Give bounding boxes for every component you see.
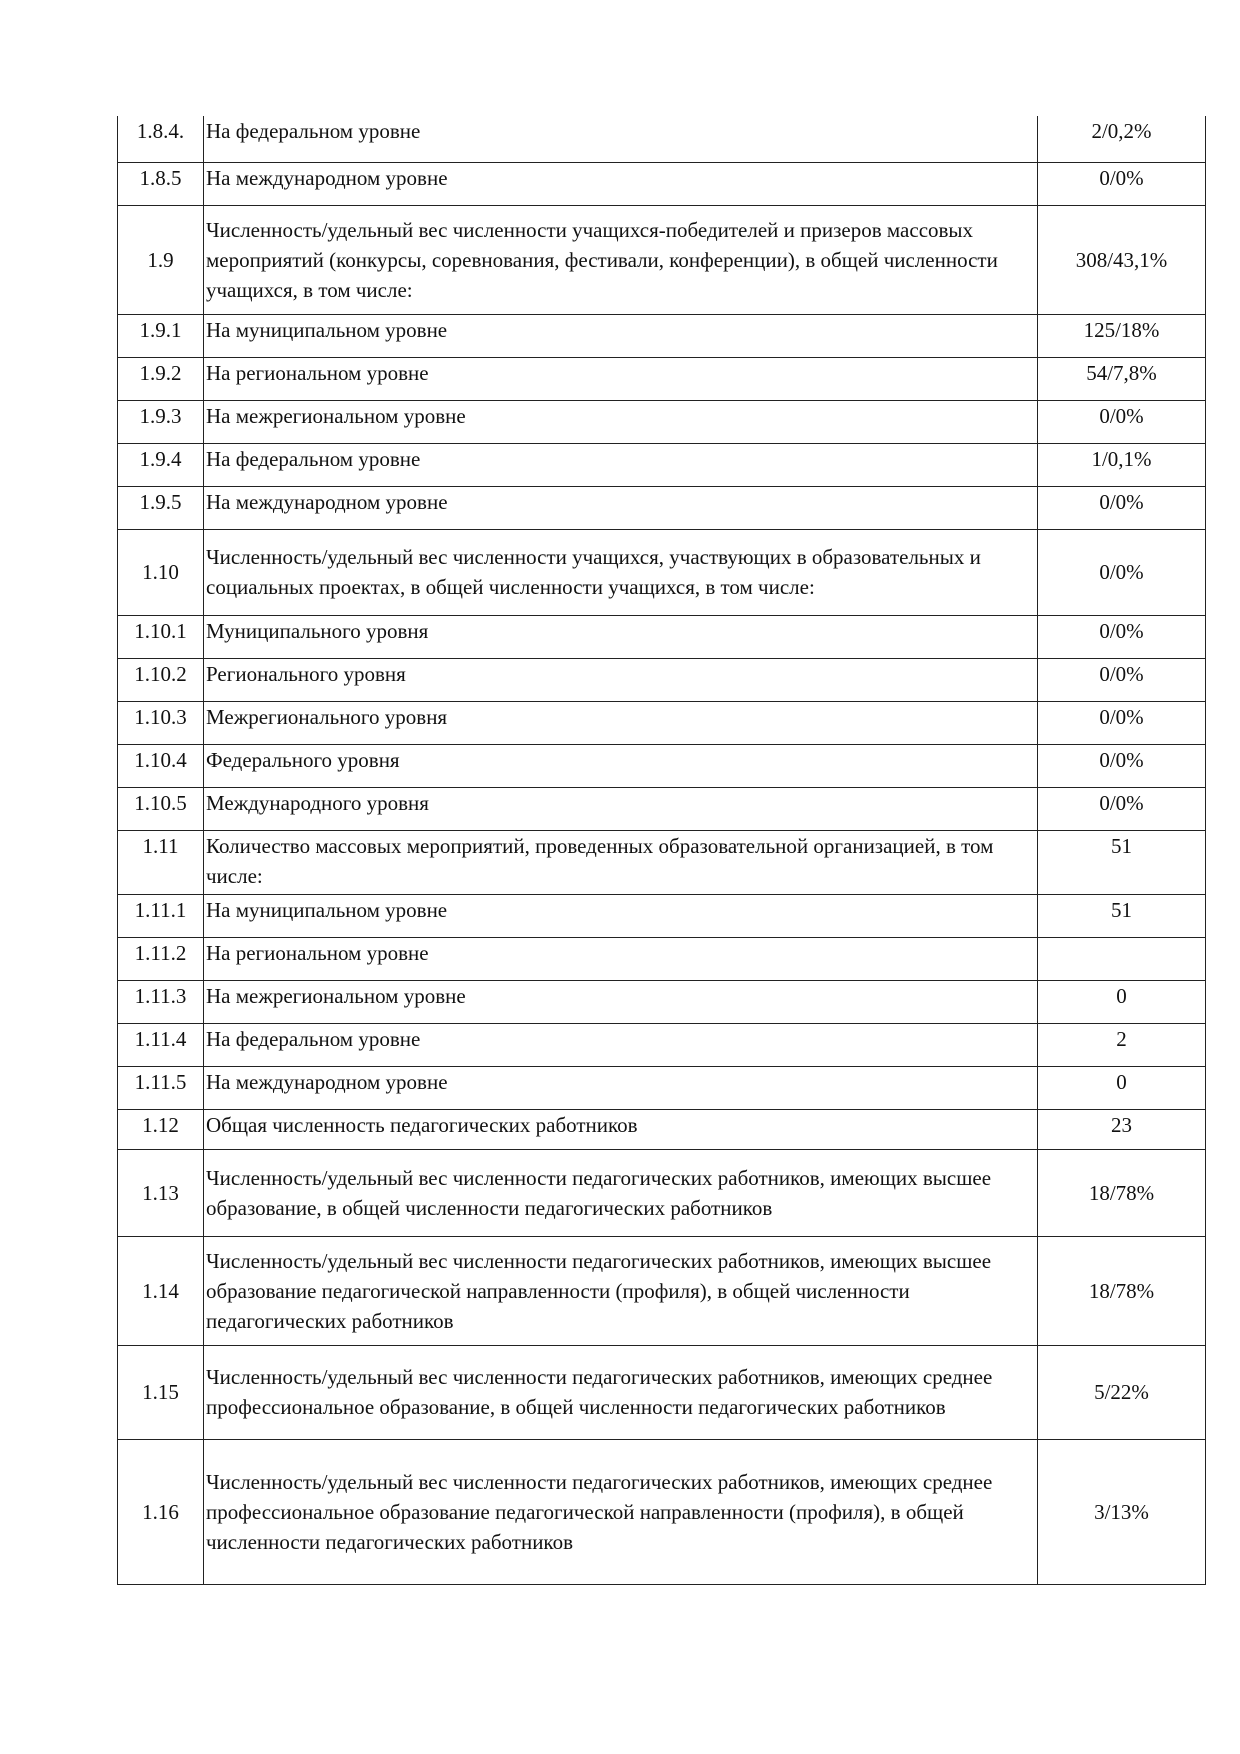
row-value: 0/0% [1038, 615, 1206, 658]
row-indicator: На региональном уровне [204, 937, 1038, 980]
table-row [118, 1345, 1206, 1439]
row-indicator: Федерального уровня [204, 744, 1038, 787]
row-value: 0/0% [1038, 744, 1206, 787]
row-value: 0/0% [1038, 486, 1206, 529]
row-indicator: Численность/удельный вес численности педагогических работников, имеющих высшее образование, в общей численности педагогических работников [204, 1149, 1038, 1236]
table-row [118, 1023, 1206, 1066]
row-value: 0/0% [1038, 658, 1206, 701]
row-number: 1.9.4 [118, 443, 204, 486]
row-indicator: На международном уровне [204, 1066, 1038, 1109]
row-value: 125/18% [1038, 314, 1206, 357]
row-indicator: На федеральном уровне [204, 116, 1038, 162]
table-row [118, 830, 1206, 894]
indicators-table [117, 116, 1206, 1585]
row-indicator: Межрегионального уровня [204, 701, 1038, 744]
row-indicator: Количество массовых мероприятий, проведенных образовательной организацией, в том числе: [204, 830, 1038, 894]
row-indicator: Общая численность педагогических работников [204, 1109, 1038, 1149]
table-row [118, 116, 1206, 162]
row-value: 18/78% [1038, 1149, 1206, 1236]
row-value [1038, 937, 1206, 980]
row-number: 1.10 [118, 529, 204, 615]
table-row [118, 744, 1206, 787]
row-indicator: Регионального уровня [204, 658, 1038, 701]
row-indicator: Муниципального уровня [204, 615, 1038, 658]
row-number: 1.10.2 [118, 658, 204, 701]
row-number: 1.10.5 [118, 787, 204, 830]
table-row [118, 443, 1206, 486]
row-value: 0/0% [1038, 787, 1206, 830]
table-row [118, 1236, 1206, 1345]
row-number: 1.8.5 [118, 162, 204, 205]
table-row [118, 1439, 1206, 1584]
row-number: 1.12 [118, 1109, 204, 1149]
table-row [118, 486, 1206, 529]
table-row [118, 980, 1206, 1023]
row-number: 1.11.5 [118, 1066, 204, 1109]
row-indicator: На международном уровне [204, 162, 1038, 205]
table-row [118, 701, 1206, 744]
table-row [118, 1149, 1206, 1236]
row-indicator: На муниципальном уровне [204, 894, 1038, 937]
indicators-table-body [118, 116, 1206, 1584]
row-value: 54/7,8% [1038, 357, 1206, 400]
row-value: 0/0% [1038, 162, 1206, 205]
row-value: 23 [1038, 1109, 1206, 1149]
row-number: 1.10.4 [118, 744, 204, 787]
table-row [118, 529, 1206, 615]
table-row [118, 400, 1206, 443]
row-number: 1.11.2 [118, 937, 204, 980]
row-value: 51 [1038, 894, 1206, 937]
row-number: 1.9.3 [118, 400, 204, 443]
row-number: 1.9 [118, 205, 204, 314]
row-value: 0/0% [1038, 400, 1206, 443]
row-indicator: На федеральном уровне [204, 443, 1038, 486]
table-row [118, 937, 1206, 980]
table-row [118, 894, 1206, 937]
row-indicator: На региональном уровне [204, 357, 1038, 400]
table-row [118, 787, 1206, 830]
row-indicator: На муниципальном уровне [204, 314, 1038, 357]
row-number: 1.13 [118, 1149, 204, 1236]
row-value: 1/0,1% [1038, 443, 1206, 486]
row-indicator: Численность/удельный вес численности педагогических работников, имеющих среднее профессиональное образование, в общей численности педагогических работников [204, 1345, 1038, 1439]
table-row [118, 314, 1206, 357]
row-number: 1.15 [118, 1345, 204, 1439]
row-number: 1.9.2 [118, 357, 204, 400]
row-number: 1.11.3 [118, 980, 204, 1023]
row-number: 1.9.1 [118, 314, 204, 357]
row-number: 1.9.5 [118, 486, 204, 529]
row-value: 5/22% [1038, 1345, 1206, 1439]
row-value: 2 [1038, 1023, 1206, 1066]
table-row [118, 1109, 1206, 1149]
row-number: 1.11 [118, 830, 204, 894]
row-indicator: На федеральном уровне [204, 1023, 1038, 1066]
row-number: 1.11.4 [118, 1023, 204, 1066]
row-indicator: На межрегиональном уровне [204, 980, 1038, 1023]
table-row [118, 205, 1206, 314]
row-value: 0 [1038, 1066, 1206, 1109]
row-number: 1.10.3 [118, 701, 204, 744]
table-row [118, 1066, 1206, 1109]
table-row [118, 615, 1206, 658]
row-value: 3/13% [1038, 1439, 1206, 1584]
row-number: 1.16 [118, 1439, 204, 1584]
row-value: 0/0% [1038, 701, 1206, 744]
row-indicator: Численность/удельный вес численности учащихся, участвующих в образовательных и социальных проектах, в общей численности учащихся, в том числе: [204, 529, 1038, 615]
row-value: 0 [1038, 980, 1206, 1023]
row-value: 18/78% [1038, 1236, 1206, 1345]
row-value: 308/43,1% [1038, 205, 1206, 314]
row-value: 0/0% [1038, 529, 1206, 615]
table-row [118, 658, 1206, 701]
row-indicator: Международного уровня [204, 787, 1038, 830]
row-number: 1.11.1 [118, 894, 204, 937]
row-indicator: Численность/удельный вес численности педагогических работников, имеющих среднее профессиональное образование педагогической направленности (профиля), в общей численности педагогических работников [204, 1439, 1038, 1584]
table-row [118, 162, 1206, 205]
row-indicator: Численность/удельный вес численности педагогических работников, имеющих высшее образование педагогической направленности (профиля), в общей численности педагогических работников [204, 1236, 1038, 1345]
row-indicator: На межрегиональном уровне [204, 400, 1038, 443]
row-value: 51 [1038, 830, 1206, 894]
row-number: 1.10.1 [118, 615, 204, 658]
table-row [118, 357, 1206, 400]
row-number: 1.14 [118, 1236, 204, 1345]
row-value: 2/0,2% [1038, 116, 1206, 162]
row-indicator: На международном уровне [204, 486, 1038, 529]
row-number: 1.8.4. [118, 116, 204, 162]
row-indicator: Численность/удельный вес численности учащихся-победителей и призеров массовых мероприятий (конкурсы, соревнования, фестивали, конференции), в общей численности учащихся, в том числе: [204, 205, 1038, 314]
